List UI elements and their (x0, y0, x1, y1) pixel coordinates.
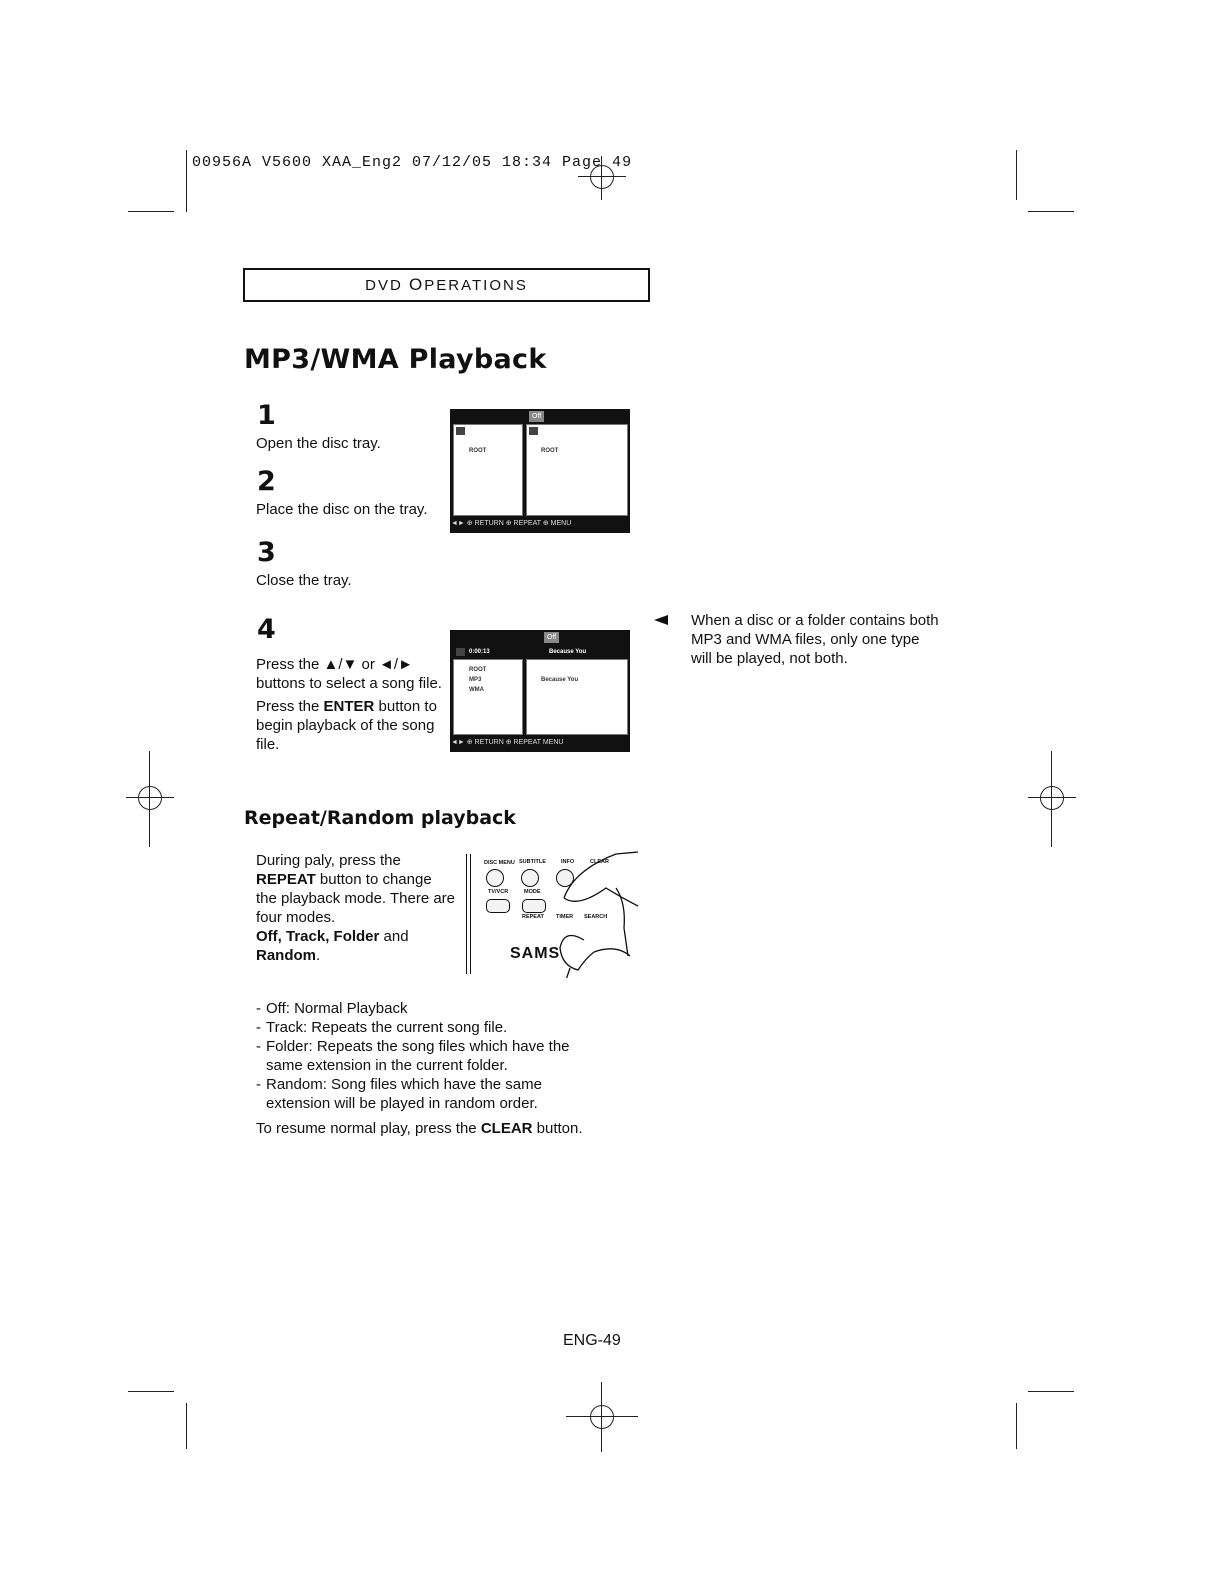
remote-label: INFO (561, 859, 575, 865)
text: During paly, press the (256, 852, 401, 869)
repeat-description (256, 851, 456, 965)
registration-mark (126, 751, 174, 847)
remote-label: TV/VCR (488, 889, 509, 895)
mode-name-random: Random (256, 947, 316, 964)
note-arrow-icon (654, 615, 668, 625)
text: Press the (256, 698, 324, 715)
text: button to begin playback of the song file. (256, 698, 437, 753)
remote-label: DISC MENU (484, 860, 515, 866)
remote-label: REPEAT (522, 914, 544, 920)
list-item: - Track: Repeats the current song file. (256, 1018, 596, 1037)
text: button to change the playback mode. There are four modes. (256, 871, 456, 926)
crop-mark (1016, 1403, 1017, 1449)
text: To resume normal play, press the (256, 1120, 481, 1137)
repeat-button-name: REPEAT (256, 871, 316, 888)
osd-time: 0:00:13 (469, 649, 490, 655)
osd-left-item: MP3 (469, 677, 482, 683)
text: . (316, 947, 321, 964)
osd-repeat-tag: Off (529, 411, 544, 422)
step-text: Place the disc on the tray. (256, 501, 428, 518)
remote-label: CLEAR (590, 859, 609, 865)
osd-left-pane (453, 659, 523, 735)
osd-left-item: WMA (469, 687, 484, 693)
remote-illustration (466, 848, 646, 978)
step-text: Open the disc tray. (256, 435, 381, 452)
side-note: When a disc or a folder contains both MP3 and WMA files, only one type will be played, not both. (691, 612, 939, 667)
registration-mark (1028, 751, 1076, 847)
step-text-line: Press the ▲/▼ or ◄/► (256, 656, 413, 673)
text: and (379, 928, 409, 945)
list-item: - Folder: Repeats the song files which have the same extension in the current folder. (256, 1037, 596, 1075)
section-initial: O (409, 275, 425, 294)
section-prefix: DVD (365, 277, 410, 294)
crop-mark (186, 1403, 187, 1449)
subsection-title: Repeat/Random playback (244, 807, 516, 829)
resume-instruction (256, 1120, 583, 1137)
step-text (256, 655, 446, 754)
osd-screenshot-2 (450, 630, 630, 752)
folder-icon (529, 427, 538, 435)
crop-mark (1028, 211, 1074, 212)
brand-logo: SAMS (510, 945, 561, 962)
folder-icon (456, 427, 465, 435)
osd-title: Because You (549, 649, 587, 655)
osd-left-item: ROOT (469, 667, 487, 673)
section-rest: PERATIONS (424, 277, 528, 294)
osd-bottom-bar: ◄► ⊕ RETURN ⊕ REPEAT ⊕ MENU (451, 516, 629, 532)
crop-mark (186, 150, 187, 212)
crop-mark (128, 211, 174, 212)
osd-screenshot-1 (450, 409, 630, 533)
list-item: - Random: Song files which have the same extension will be played in random order. (256, 1075, 596, 1113)
step-number: 3 (257, 537, 276, 568)
osd-left-label: ROOT (469, 448, 487, 454)
step-number: 1 (257, 400, 276, 431)
page-title: MP3/WMA Playback (244, 344, 547, 375)
step-number: 4 (257, 614, 276, 645)
print-header: 00956A V5600 XAA_Eng2 07/12/05 18:34 Page 49 (192, 154, 633, 171)
osd-left-pane (453, 424, 523, 516)
disc-icon (456, 648, 465, 656)
crop-mark (1028, 1391, 1074, 1392)
step-number: 2 (257, 466, 276, 497)
osd-right-label: ROOT (541, 448, 559, 454)
remote-label: SEARCH (584, 914, 608, 920)
remote-label: MODE (524, 889, 541, 895)
list-item: - Off: Normal Playback (256, 999, 596, 1018)
section-header (243, 268, 650, 302)
remote-label: TIMER (556, 914, 574, 920)
step-text-enter (256, 697, 446, 754)
crop-mark (1016, 150, 1017, 200)
page-number: ENG-49 (563, 1332, 621, 1349)
osd-repeat-tag: Off (544, 632, 559, 643)
crop-mark (128, 1391, 174, 1392)
remote-label: SUBTITLE (519, 859, 546, 865)
enter-button-name: ENTER (323, 698, 375, 715)
text: button. (532, 1120, 583, 1137)
step-text: Close the tray. (256, 572, 352, 589)
modes-list (256, 999, 596, 1113)
osd-right-pane (526, 659, 628, 735)
registration-mark (578, 1382, 626, 1452)
osd-top-bar (451, 631, 629, 645)
hand-pressing-icon (466, 848, 646, 978)
step-text-line: buttons to select a song file. (256, 675, 442, 692)
osd-right-pane (526, 424, 628, 516)
mode-names: Off, Track, Folder (256, 928, 380, 945)
osd-bottom-bar: ◄► ⊕ RETURN ⊕ REPEAT MENU (451, 735, 629, 751)
osd-right-item: Because You (541, 677, 579, 683)
clear-button-name: CLEAR (480, 1120, 533, 1137)
